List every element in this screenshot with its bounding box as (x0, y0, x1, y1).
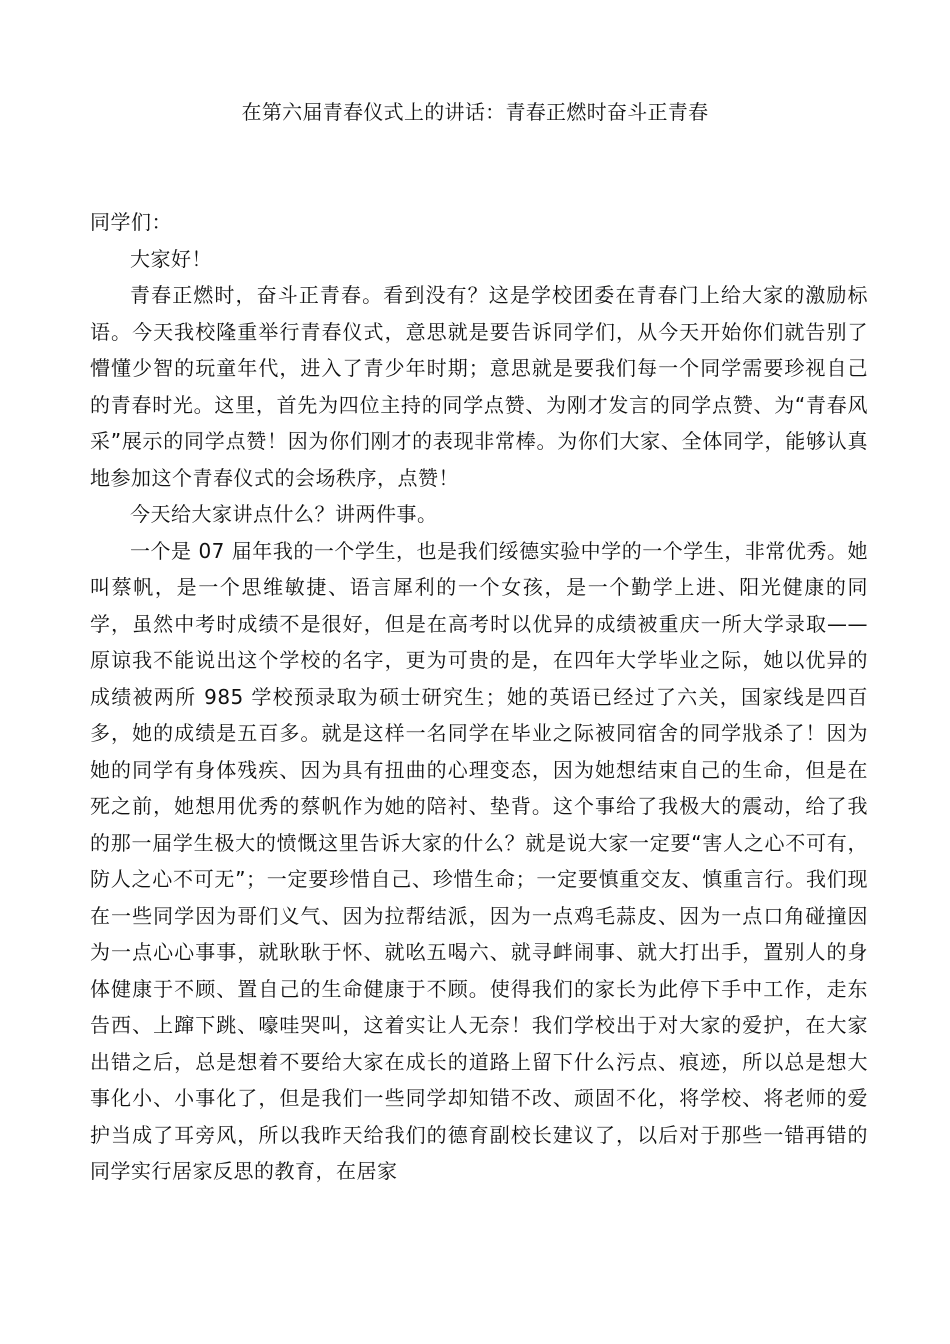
paragraph-topics: 今天给大家讲点什么？讲两件事。 (130, 502, 438, 526)
salutation: 同学们： (90, 210, 172, 234)
document-title: 在第六届青春仪式上的讲话：青春正燃时奋斗正青春 (241, 100, 709, 124)
paragraph-intro: 青春正燃时，奋斗正青春。看到没有？这是学校团委在青春门上给大家的激励标语。今天我校隆重举行青春仪式，意思就是要告诉同学们，从今天开始你们就告别了懵懂少智的玩童年代，进入了青少年时期；意思就是要我们每一个同学需要珍视自己的青春时光。这里，首先为四位主持的同学点赞、为刚才发言的同学点赞、为“青春风采”展示的同学点赞！因为你们刚才的表现非常棒。为你们大家、全体同学，能够认真地参加这个青春仪式的会场秩序，点赞！ (90, 283, 868, 490)
paragraph-story: 一个是 07 届年我的一个学生，也是我们绥德实验中学的一个学生，非常优秀。她叫蔡帆，是一个思维敏捷、语言犀利的一个女孩，是一个勤学上进、阳光健康的同学，虽然中考时成绩不是很好，但是在高考时以优异的成绩被重庆一所大学录取——原谅我不能说出这个学校的名字，更为可贵的是，在四年大学毕业之际，她以优异的成绩被两所 985 学校预录取为硕士研究生；她的英语已经过了六关，国家线是四百多，她的成绩是五百多。就是这样一名同学在毕业之际被同宿舍的同学戕杀了！因为她的同学有身体残疾、因为具有扭曲的心理变态，因为她想结束自己的生命，但是在死之前，她想用优秀的蔡帆作为她的陪衬、垫背。这个事给了我极大的震动，给了我的那一届学生极大的愤慨这里告诉大家的什么？就是说大家一定要“害人之心不可有，防人之心不可无”；一定要珍惜自己、珍惜生命；一定要慎重交友、慎重言行。我们现在一些同学因为哥们义气、因为拉帮结派，因为一点鸡毛蒜皮、因为一点口角碰撞因为一点心心事事，就耿耿于怀、就吆五喝六、就寻衅闹事、就大打出手，置别人的身体健康于不顾、置自己的生命健康于不顾。使得我们的家长为此停下手中工作，走东告西、上蹿下跳、嚎哇哭叫，这着实让人无奈！我们学校出于对大家的爱护，在大家出错之后，总是想着不要给大家在成长的道路上留下什么污点、痕迹，所以总是想大事化小、小事化了，但是我们一些同学却知错不改、顽固不化，将学校、将老师的爱护当成了耳旁风，所以我昨天给我们的德育副校长建议了，以后对于那些一错再错的同学实行居家反思的教育，在居家 (90, 538, 868, 1183)
document-body (90, 204, 868, 1190)
paragraph-greeting: 大家好！ (130, 246, 212, 271)
